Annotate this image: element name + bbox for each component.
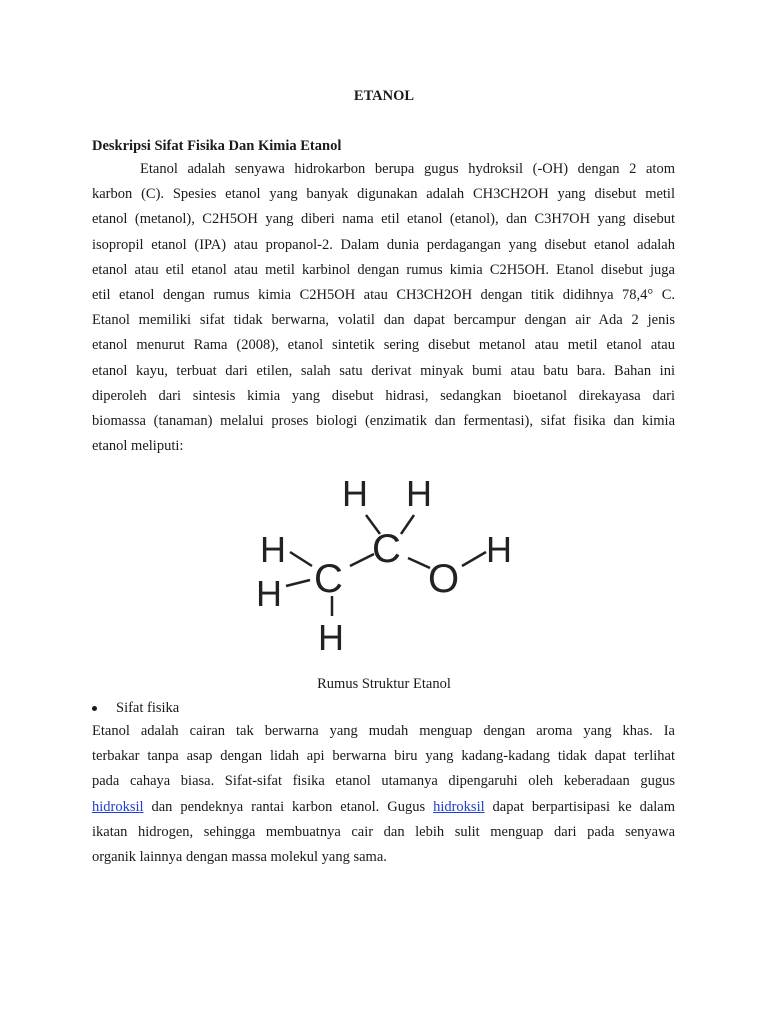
paragraph-text: dapat berpartisipasi ke dalam bbox=[484, 798, 675, 815]
hidroksil-link-2[interactable]: hidroksil bbox=[433, 798, 485, 815]
atom-c-left: C bbox=[314, 557, 343, 601]
bullet-dot-icon bbox=[92, 706, 97, 711]
paragraph-line: organik lainnya dengan massa molekul yang sama. bbox=[92, 849, 387, 866]
bond-c-o bbox=[408, 558, 430, 568]
ethanol-structure-diagram bbox=[250, 470, 530, 670]
figure-caption-text: Rumus Struktur Etanol bbox=[317, 676, 451, 692]
atom-h-right: H bbox=[486, 529, 512, 570]
paragraph-line: Etanol memiliki sifat tidak berwarna, volatil dan dapat bercampur dengan air Ada 2 jenis bbox=[92, 312, 675, 329]
paragraph-line-with-links bbox=[92, 795, 675, 820]
paragraph-line: etanol kayu, terbuat dari etilen, salah satu derivat minyak bumi atau batu bara. Bahan ini bbox=[92, 362, 675, 379]
atom-c-right: C bbox=[372, 527, 401, 571]
atom-h-left-upper: H bbox=[260, 529, 286, 570]
paragraph-text: dan pendeknya rantai karbon etanol. Gugus bbox=[143, 798, 434, 815]
bond-c-c bbox=[350, 554, 374, 566]
description-paragraph bbox=[92, 157, 675, 459]
paragraph-line: etanol meliputi: bbox=[92, 438, 184, 455]
bullet-item bbox=[92, 700, 179, 717]
paragraph-line: etanol atau etil etanol atau metil karbinol dengan rumus kimia C2H5OH. Etanol disebut juga bbox=[92, 261, 675, 278]
figure-caption bbox=[0, 676, 768, 693]
physical-properties-paragraph bbox=[92, 719, 675, 870]
paragraph-line: etanol (metanol), C2H5OH yang diberi nama etil etanol (etanol), dan C3H7OH yang disebut bbox=[92, 211, 675, 228]
atom-h-top-right: H bbox=[406, 473, 432, 514]
paragraph-line: etil etanol dengan rumus kimia C2H5OH atau CH3CH2OH dengan titik didihnya 78,4° C. bbox=[92, 287, 675, 304]
atom-h-left-lower: H bbox=[256, 573, 282, 614]
paragraph-line: pada cahaya biasa. Sifat-sifat fisika etanol utamanya dipengaruhi oleh keberadaan gugus bbox=[92, 773, 675, 790]
atom-h-bottom: H bbox=[318, 617, 344, 658]
document-title: ETANOL bbox=[353, 88, 415, 104]
paragraph-line: Etanol adalah cairan tak berwarna yang mudah menguap dengan aroma yang khas. Ia bbox=[92, 723, 675, 739]
bond-h-c-left-lower bbox=[286, 580, 310, 586]
paragraph-line: Etanol adalah senyawa hidrokarbon berupa gugus hydroksil (-OH) dengan 2 atom bbox=[140, 161, 675, 177]
paragraph-line: etanol menurut Rama (2008), etanol sintetik sering disebut metanol atau metil etanol atau bbox=[92, 337, 675, 354]
paragraph-line: diperoleh dari sintesis kimia yang disebut hidrasi, sedangkan bioetanol direkayasa dari bbox=[92, 387, 675, 404]
hidroksil-link[interactable]: hidroksil bbox=[92, 798, 144, 815]
bond-o-h bbox=[462, 552, 486, 566]
bullet-text: Sifat fisika bbox=[116, 700, 180, 716]
paragraph-line: karbon (C). Spesies etanol yang banyak digunakan adalah CH3CH2OH yang disebut metil bbox=[92, 186, 675, 203]
atom-h-top-left: H bbox=[342, 473, 368, 514]
paragraph-line: isopropil etanol (IPA) atau propanol-2. Dalam dunia perdagangan yang disebut etanol adalah bbox=[92, 236, 675, 253]
paragraph-line: biomassa (tanaman) melalui proses biologi (enzimatik dan fermentasi), sifat fisika dan kimia bbox=[92, 413, 675, 430]
bond-c-h-top-right bbox=[401, 515, 414, 534]
paragraph-line: ikatan hidrogen, sehingga membuatnya cair dan lebih sulit menguap dari pada senyawa bbox=[92, 823, 675, 840]
section-heading: Deskripsi Sifat Fisika Dan Kimia Etanol bbox=[92, 138, 342, 154]
paragraph-line: terbakar tanpa asap dengan lidah api berwarna biru yang kadang-kadang tidak dapat terlihat bbox=[92, 748, 675, 765]
bond-h-c-left-upper bbox=[290, 552, 312, 566]
atom-o: O bbox=[428, 557, 460, 601]
